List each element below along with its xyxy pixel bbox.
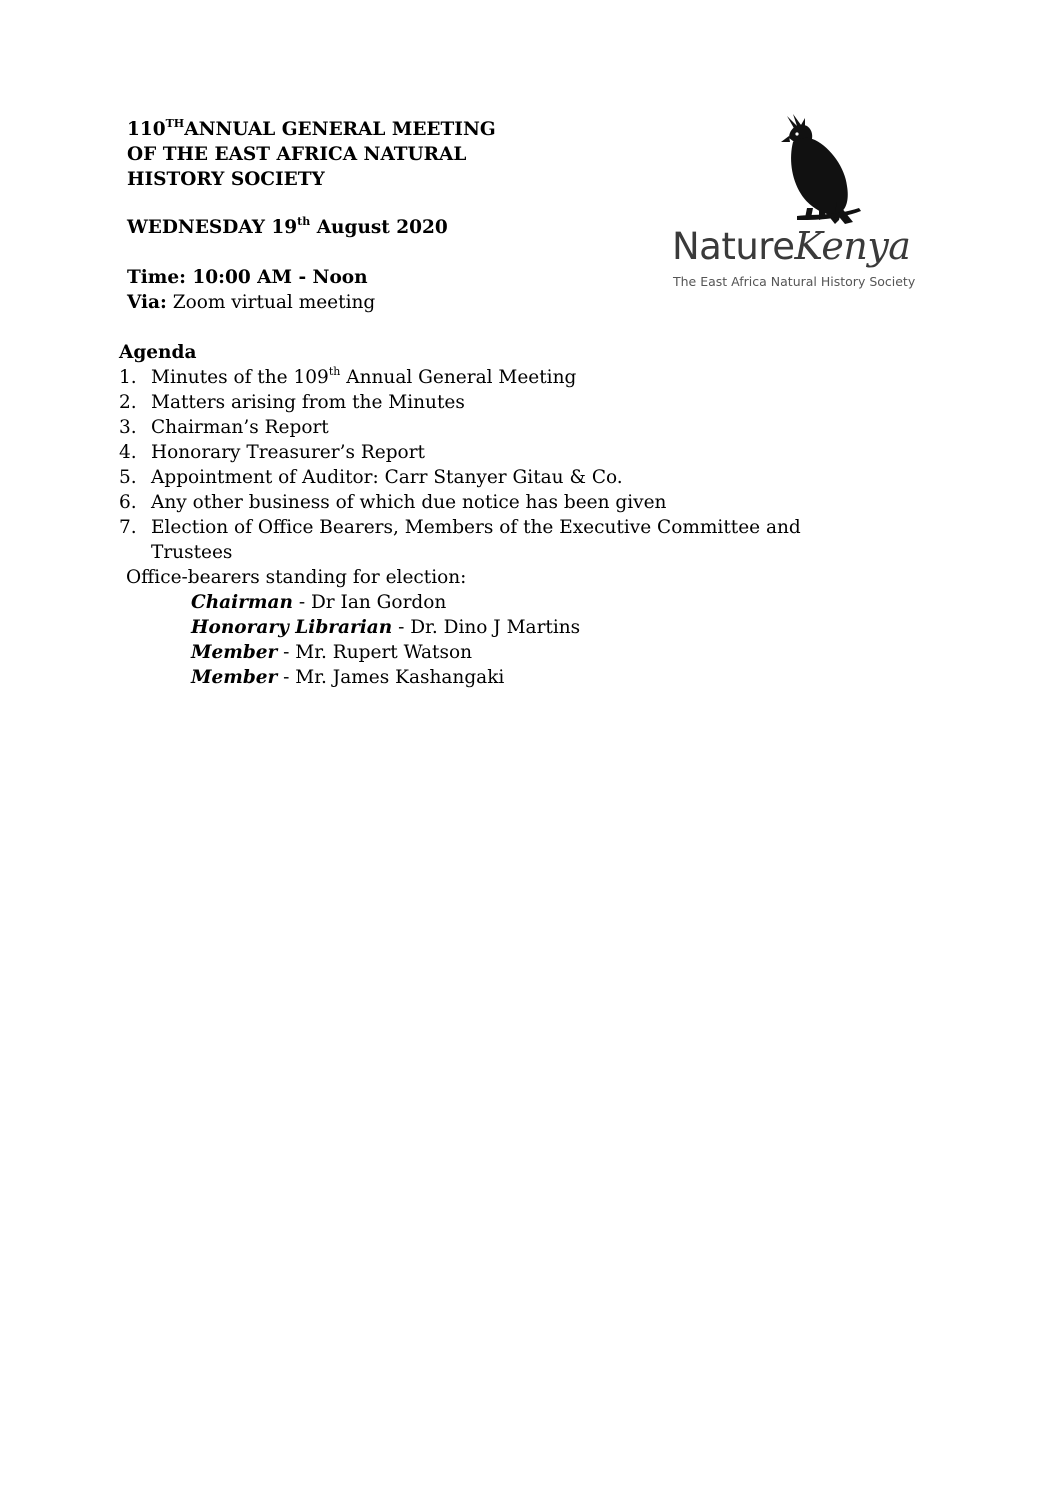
agenda-item-text: Chairman’s Report (151, 417, 329, 438)
candidate-name: - Dr. Dino J Martins (392, 617, 581, 638)
agenda-list (119, 365, 881, 565)
agenda-item (119, 465, 881, 490)
agenda-item-text-part: Minutes of the 109 (151, 367, 329, 388)
candidate-role: Honorary Librarian (191, 617, 393, 638)
logo-wordmark (672, 224, 910, 269)
title-ordinal: TH (165, 116, 185, 130)
date-prefix: WEDNESDAY 19 (127, 217, 298, 238)
agenda-item-ordinal: th (328, 364, 341, 378)
agenda-item (119, 390, 881, 415)
title-line-1 (127, 117, 496, 142)
venue-label: Via: (127, 292, 167, 313)
agenda-item-text: Election of Office Bearers, Members of the Executive Committee and Trustees (151, 517, 801, 563)
date-suffix: August 2020 (310, 217, 448, 238)
title-line-3: HISTORY SOCIETY (127, 169, 325, 190)
naturekenya-logo (665, 112, 935, 297)
agenda-item-text-part: Annual General Meeting (340, 367, 577, 388)
agenda-item (119, 515, 881, 565)
bird-silhouette-icon (775, 112, 865, 227)
agenda-item-number: 2. (119, 392, 137, 413)
date-ordinal: th (297, 214, 311, 228)
agenda-item-number: 3. (119, 417, 137, 438)
agenda-item-text: Honorary Treasurer’s Report (151, 442, 425, 463)
candidate-name: - Mr. James Kashangaki (277, 667, 505, 688)
candidate-item (191, 590, 580, 615)
meeting-title (127, 117, 496, 192)
logo-word-nature: Nature (672, 225, 795, 268)
meeting-time: Time: 10:00 AM - Noon (127, 267, 368, 288)
office-bearers-heading: Office-bearers standing for election: (126, 567, 467, 588)
agenda-item-text: Any other business of which due notice has been given (151, 492, 667, 513)
agenda-item-number: 1. (119, 367, 137, 388)
logo-tagline: The East Africa Natural History Society (673, 274, 916, 289)
candidate-item (191, 665, 580, 690)
agenda-item-number: 6. (119, 492, 137, 513)
candidate-role: Chairman (191, 592, 293, 613)
agenda-item (119, 440, 881, 465)
title-number: 110 (127, 119, 166, 140)
agenda-item (119, 490, 881, 515)
candidate-role: Member (191, 667, 278, 688)
agenda-item-text (151, 365, 881, 390)
agenda-item-number: 4. (119, 442, 137, 463)
agenda-item (119, 415, 881, 440)
agenda-item-text: Matters arising from the Minutes (151, 392, 465, 413)
agenda-item-number: 7. (119, 517, 137, 538)
title-line-1-text: ANNUAL GENERAL MEETING (184, 119, 496, 140)
agenda-item (119, 365, 881, 390)
candidate-name: - Mr. Rupert Watson (277, 642, 473, 663)
candidate-item (191, 615, 580, 640)
logo-word-kenya: Kenya (794, 224, 911, 268)
agenda-item-text: Appointment of Auditor: Carr Stanyer Gitau & Co. (151, 467, 623, 488)
agenda-item-number: 5. (119, 467, 137, 488)
candidate-item (191, 640, 580, 665)
candidate-name: - Dr Ian Gordon (292, 592, 447, 613)
venue-value: Zoom virtual meeting (166, 292, 376, 313)
agenda-heading: Agenda (119, 342, 197, 363)
candidate-list (191, 590, 580, 690)
meeting-venue (127, 290, 375, 315)
meeting-date (127, 215, 448, 240)
candidate-role: Member (191, 642, 278, 663)
title-line-2: OF THE EAST AFRICA NATURAL (127, 144, 467, 165)
